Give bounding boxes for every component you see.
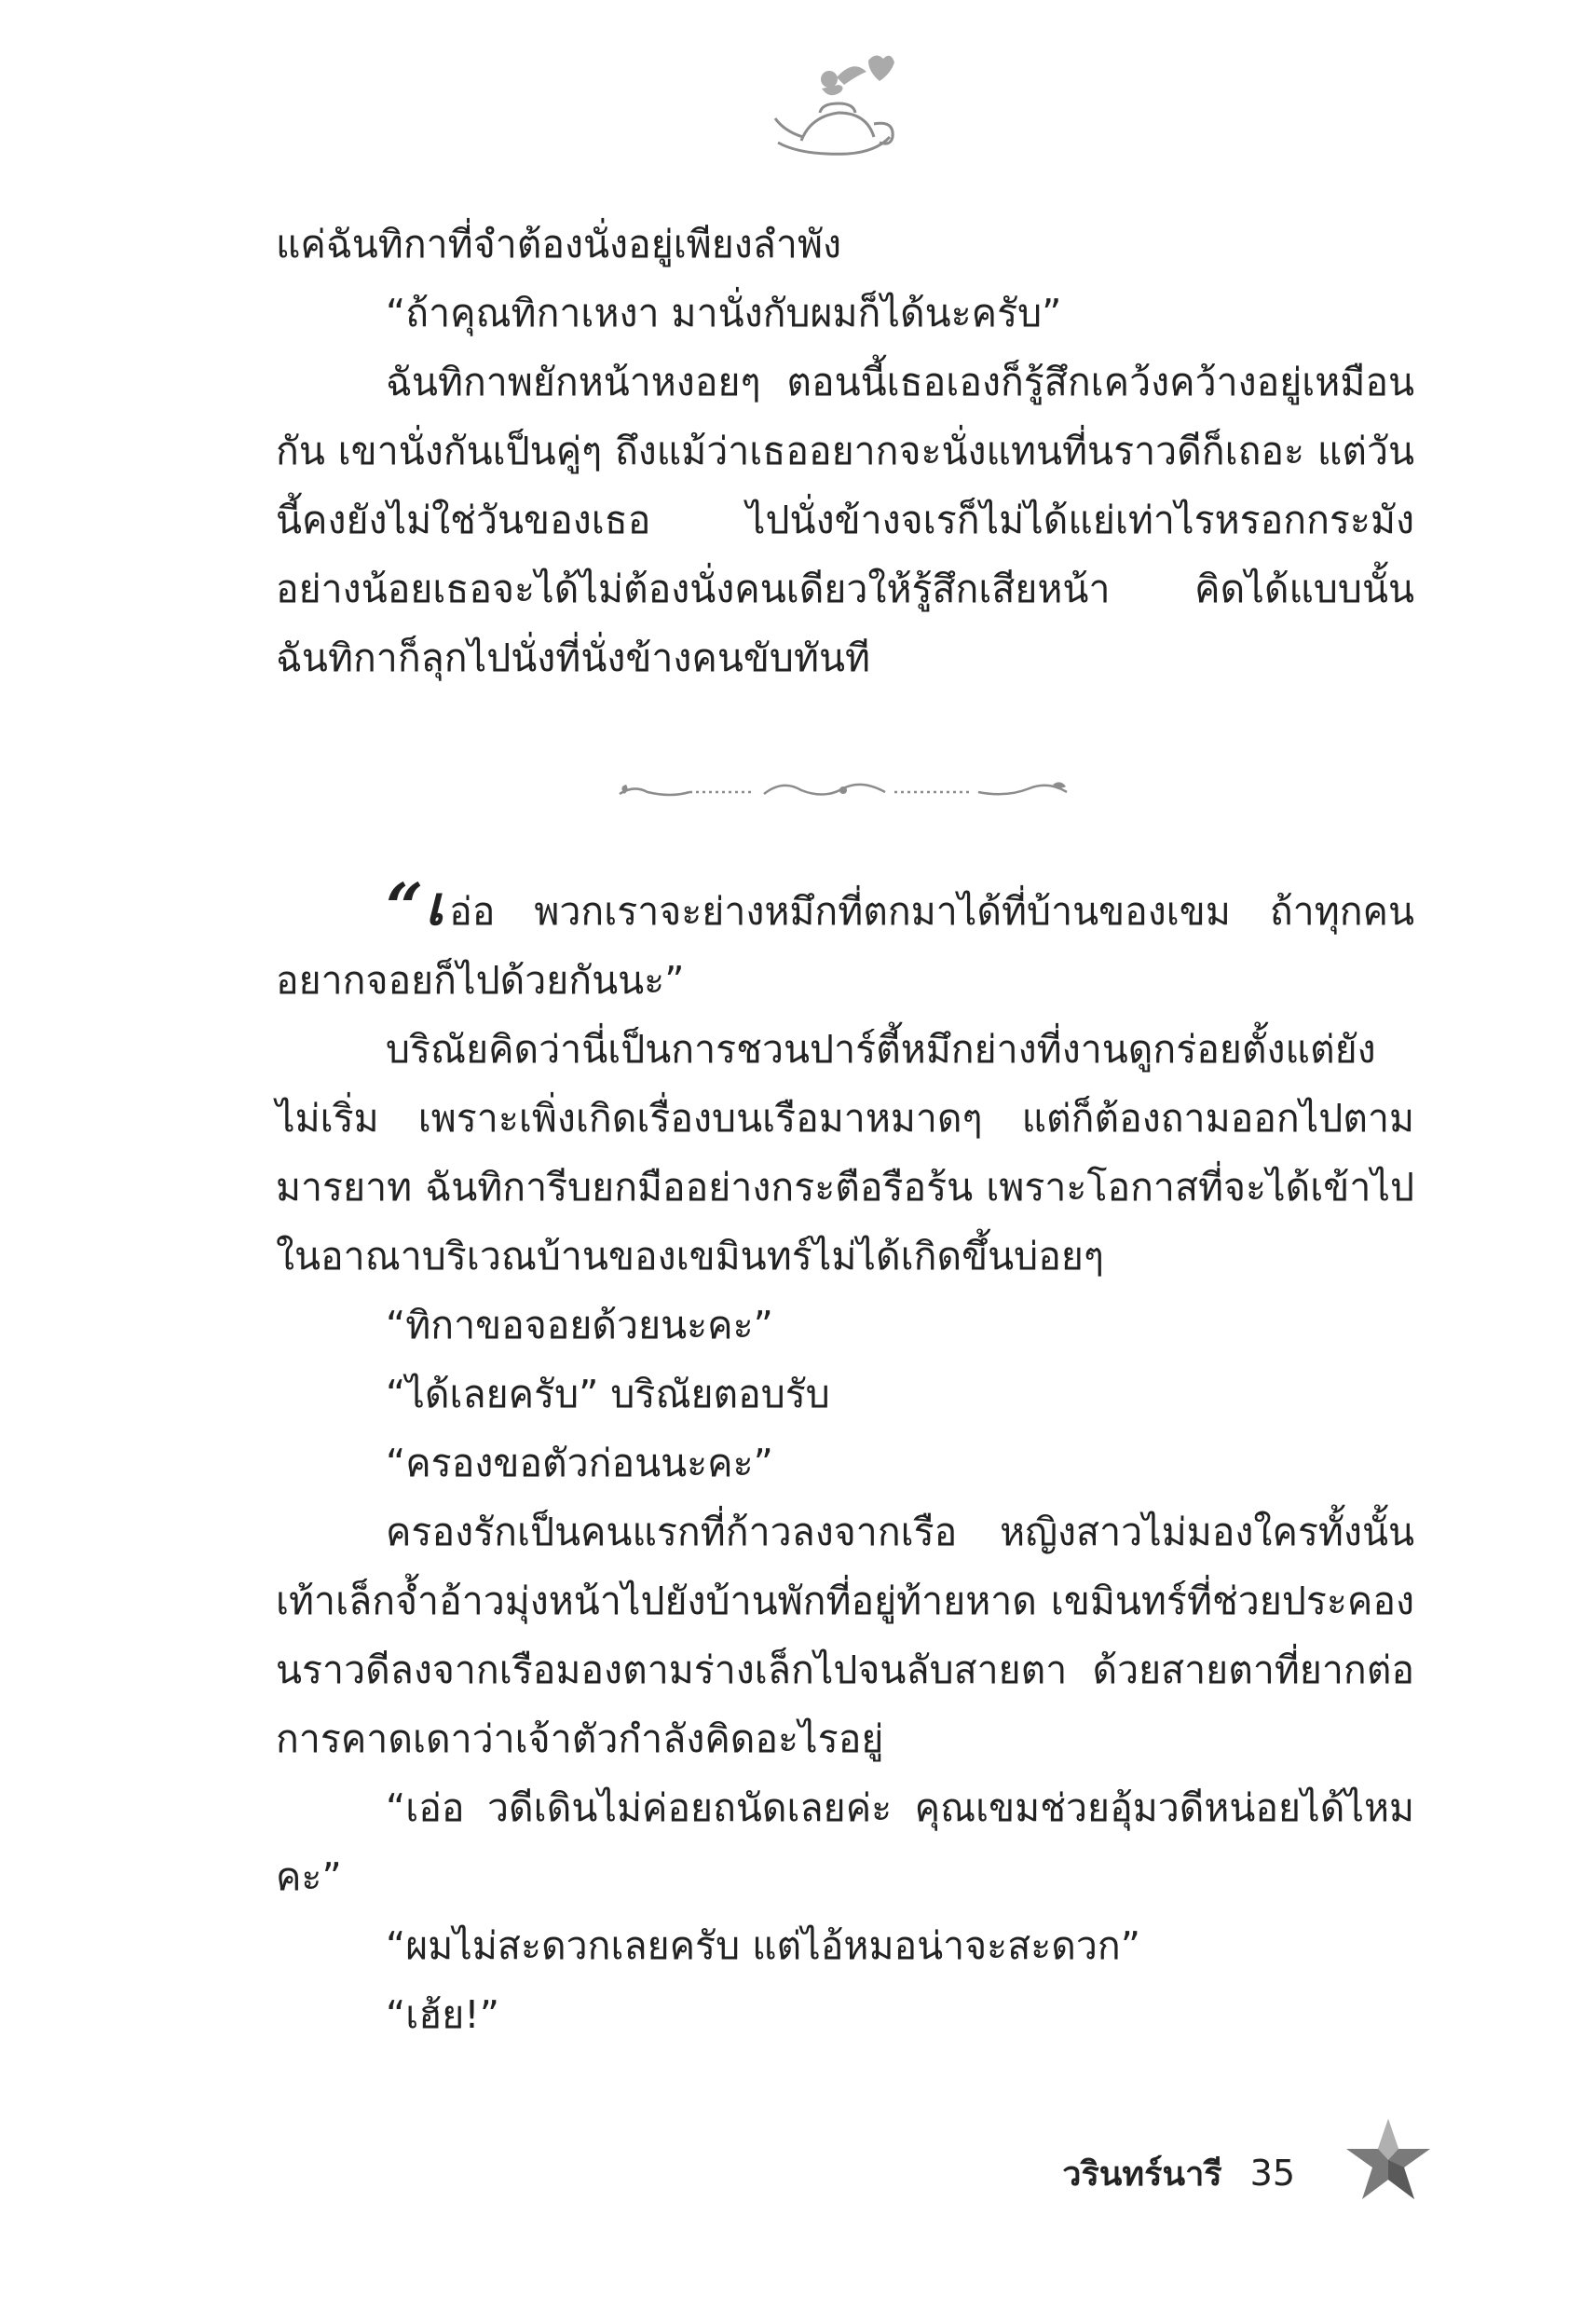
dialogue-line: “เอ่อ วดีเดินไม่ค่อยถนัดเลยค่ะ คุณเขมช่วยอุ้มวดีหน่อยได้ไหมคะ” xyxy=(276,1785,1414,1899)
opening-quote-mark: “ xyxy=(386,868,424,946)
opening-paragraph xyxy=(276,868,1414,1015)
opening-text: อ่อ พวกเราจะย่างหมึกที่ตกมาได้ที่บ้านของเขม ถ้าทุกคนอยากจอยก็ไปด้วยกันนะ” xyxy=(276,889,1414,1003)
opening-initial: เ xyxy=(425,874,444,937)
dialogue-line: “ได้เลยครับ” บริณัยตอบรับ xyxy=(386,1372,830,1416)
teapot-cupid-ornament-icon xyxy=(764,51,904,163)
star-icon xyxy=(1342,2113,1435,2207)
paragraph: บริณัยคิดว่านี่เป็นการชวนปาร์ตี้หมึกย่างที่งานดูกร่อยตั้งแต่ยังไม่เริ่ม เพราะเพิ่งเกิดเรื่องบนเรือมาหมาดๆ แต่ก็ต้องถามออกไปตามมารยาท ฉันทิการีบยกมืออย่างกระตือรือร้น เพราะโอกาสที่จะได้เข้าไปในอาณาบริเวณบ้านของเขมินทร์ไม่ได้เกิดขึ้นบ่อยๆ xyxy=(276,1027,1414,1279)
dialogue-line: “เฮ้ย!” xyxy=(386,1992,499,2037)
page-number: 35 xyxy=(1249,2153,1295,2194)
dialogue-line: “ถ้าคุณทิกาเหงา มานั่งกับผมก็ได้นะครับ” xyxy=(386,291,1062,335)
paragraph: แค่ฉันทิกาที่จำต้องนั่งอยู่เพียงลำพัง xyxy=(276,222,841,267)
paragraph: ฉันทิกาพยักหน้าหงอยๆ ตอนนี้เธอเองก็รู้สึกเคว้งคว้างอยู่เหมือนกัน เขานั่งกันเป็นคู่ๆ ถึงแม้ว่าเธออยากจะนั่งแทนที่นราวดีก็เถอะ แต่วันนี้คงยังไม่ใช่วันของเธอ ไปนั่งข้างจเรก็ไม่ได้แย่เท่าไรหรอกกระมัง อย่างน้อยเธอจะได้ไม่ต้องนั่งคนเดียวให้รู้สึกเสียหน้า คิดได้แบบนั้น ฉันทิกาก็ลุกไปนั่งที่นั่งข้างคนขับทันที xyxy=(276,360,1414,680)
book-title: วรินทร์นารี xyxy=(1062,2154,1222,2194)
dialogue-line: “ผมไม่สะดวกเลยครับ แต่ไอ้หมอน่าจะสะดวก” xyxy=(386,1923,1140,1968)
dialogue-line: “ทิกาขอจอยด้วยนะคะ” xyxy=(386,1303,773,1347)
text-block-main xyxy=(276,868,1414,2049)
paragraph: ครองรักเป็นคนแรกที่ก้าวลงจากเรือ หญิงสาวไม่มองใครทั้งนั้น เท้าเล็กจ้ำอ้าวมุ่งหน้าไปยังบ้านพักที่อยู่ท้ายหาด เขมินทร์ที่ช่วยประคองนราวดีลงจากเรือมองตามร่างเล็กไปจนลับสายตา ด้วยสายตาที่ยากต่อการคาดเดาว่าเจ้าตัวกำลังคิดอะไรอยู่ xyxy=(276,1510,1414,1761)
scroll-divider-ornament-icon xyxy=(615,773,1071,811)
dialogue-line: “ครองขอตัวก่อนนะคะ” xyxy=(386,1441,773,1485)
text-block-top xyxy=(276,210,1414,692)
